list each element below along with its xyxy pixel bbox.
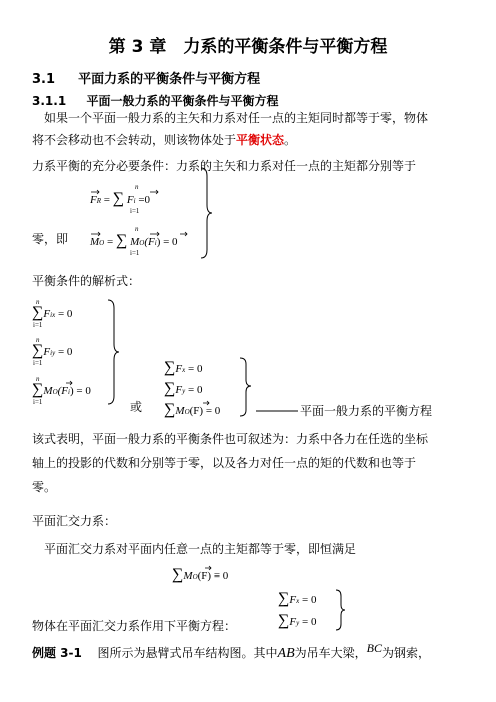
eq6-row1: ∑Fx = 0 bbox=[278, 590, 317, 607]
eq1: FR = ∑ Fi =0 bbox=[90, 190, 151, 207]
concurrent-eq-label: 物体在平面汇交力系作用下平衡方程： bbox=[32, 619, 237, 633]
analytic-label: 平衡条件的解析式： bbox=[32, 274, 141, 288]
right-brace bbox=[336, 590, 345, 630]
eq4-row1: ∑Fx = 0 bbox=[164, 359, 203, 376]
example-line: 例题 3-1 图所示为悬臂式吊车结构图。其中AB为吊车大梁，BC为钢索， bbox=[32, 641, 431, 661]
para3-line3: 零。 bbox=[32, 480, 57, 494]
para1-line2: 将不会移动也不会转动，则该物体处于平衡状态。 bbox=[32, 133, 297, 147]
concurrent-text: 平面汇交力系对平面内任意一点的主矩都等于零，即恒满足 bbox=[44, 542, 357, 556]
equilibrium-equation-label: 平面一般力系的平衡方程 bbox=[300, 404, 433, 418]
chapter-title: 第 3 章 力系的平衡条件与平衡方程 bbox=[108, 37, 388, 57]
para3-line1: 该式表明，平面一般力系的平衡条件也可叙述为：力系中各力在任选的坐标 bbox=[32, 432, 429, 446]
eq3-row3: ∑MO(Fi) = 0 bbox=[32, 381, 91, 398]
or-text: 或 bbox=[130, 400, 143, 414]
eq3-row1: ∑Fix = 0 bbox=[32, 304, 73, 321]
eq6-row2: ∑Fy = 0 bbox=[278, 612, 317, 629]
eq4-row2: ∑Fy = 0 bbox=[164, 380, 203, 397]
section-title: 平面力系的平衡条件与平衡方程 bbox=[78, 72, 261, 87]
vector-arrows bbox=[66, 190, 211, 570]
highlight-equilibrium: 平衡状态 bbox=[236, 133, 285, 147]
eq2: MO = ∑ MO(Fi) = 0 bbox=[90, 232, 178, 249]
eq3-row2: ∑Fiy = 0 bbox=[32, 342, 73, 359]
sigma-symbol: ∑ bbox=[115, 232, 128, 249]
para2-line2: 零，即 bbox=[32, 232, 69, 246]
concurrent-label: 平面汇交力系： bbox=[32, 514, 117, 528]
eq4-row3: ∑MO(F) = 0 bbox=[164, 401, 221, 418]
example-label: 例题 3-1 bbox=[32, 646, 82, 660]
page: 第 3 章 力系的平衡条件与平衡方程 3.1 平面力系的平衡条件与平衡方程 3.1.1 平面一般力系的平衡条件与平衡方程 如果一个平面一般力系的主矢和力系对任一点的主矩同时都等于零，物体 将不会移动也不会转动，则该物体处于平衡状态。 力系平衡的充分必要条件：力系的主矢和力系对任一点的主矩都分别等于 零，即 FR = ∑ Fi =0 n i=1 MO = ∑ MO(Fi) = 0 n i=1 平衡条件的解析式： ∑Fix = 0 n i=1 ∑Fiy = 0 n i=1 ∑MO(Fi) = 0 n i=1 或 ∑Fx = 0 ∑Fy = 0 ∑MO(F) = 0 平面一般力系的平衡方程 该式表明，平面一般力系的平衡条件也可叙述为：力系中各力在任选的坐标 轴上的投影的代数和分别等于零，以及各力对任一点的矩的代数和也等于 零。 平面汇交力系： 平面汇交力系对平面内任意一点的主矩都等于零，即恒满足 ∑MO(F) ≡ 0 ∑Fx = 0 ∑Fy = 0 物体在平面汇交力系作用下平衡方程： 例题 3-1 图所示为悬臂式吊车结构图。其中AB为吊车大梁，BC为钢索， bbox=[0, 0, 496, 702]
para1-line1: 如果一个平面一般力系的主矢和力系对任一点的主矩同时都等于零，物体 bbox=[44, 111, 429, 125]
subsection-title: 平面一般力系的平衡条件与平衡方程 bbox=[86, 94, 279, 108]
para2-line1: 力系平衡的充分必要条件：力系的主矢和力系对任一点的主矩都分别等于 bbox=[32, 159, 417, 173]
section-number: 3.1 bbox=[32, 72, 56, 87]
eq5: ∑MO(F) ≡ 0 bbox=[172, 566, 229, 583]
right-brace bbox=[108, 300, 119, 404]
sigma-symbol: ∑ bbox=[112, 190, 125, 207]
right-brace bbox=[201, 168, 212, 258]
subsection-number: 3.1.1 bbox=[32, 94, 67, 108]
para3-line2: 轴上的投影的代数和分别等于零，以及各力对任一点的矩的代数和也等于 bbox=[32, 456, 417, 470]
right-brace bbox=[240, 358, 251, 416]
